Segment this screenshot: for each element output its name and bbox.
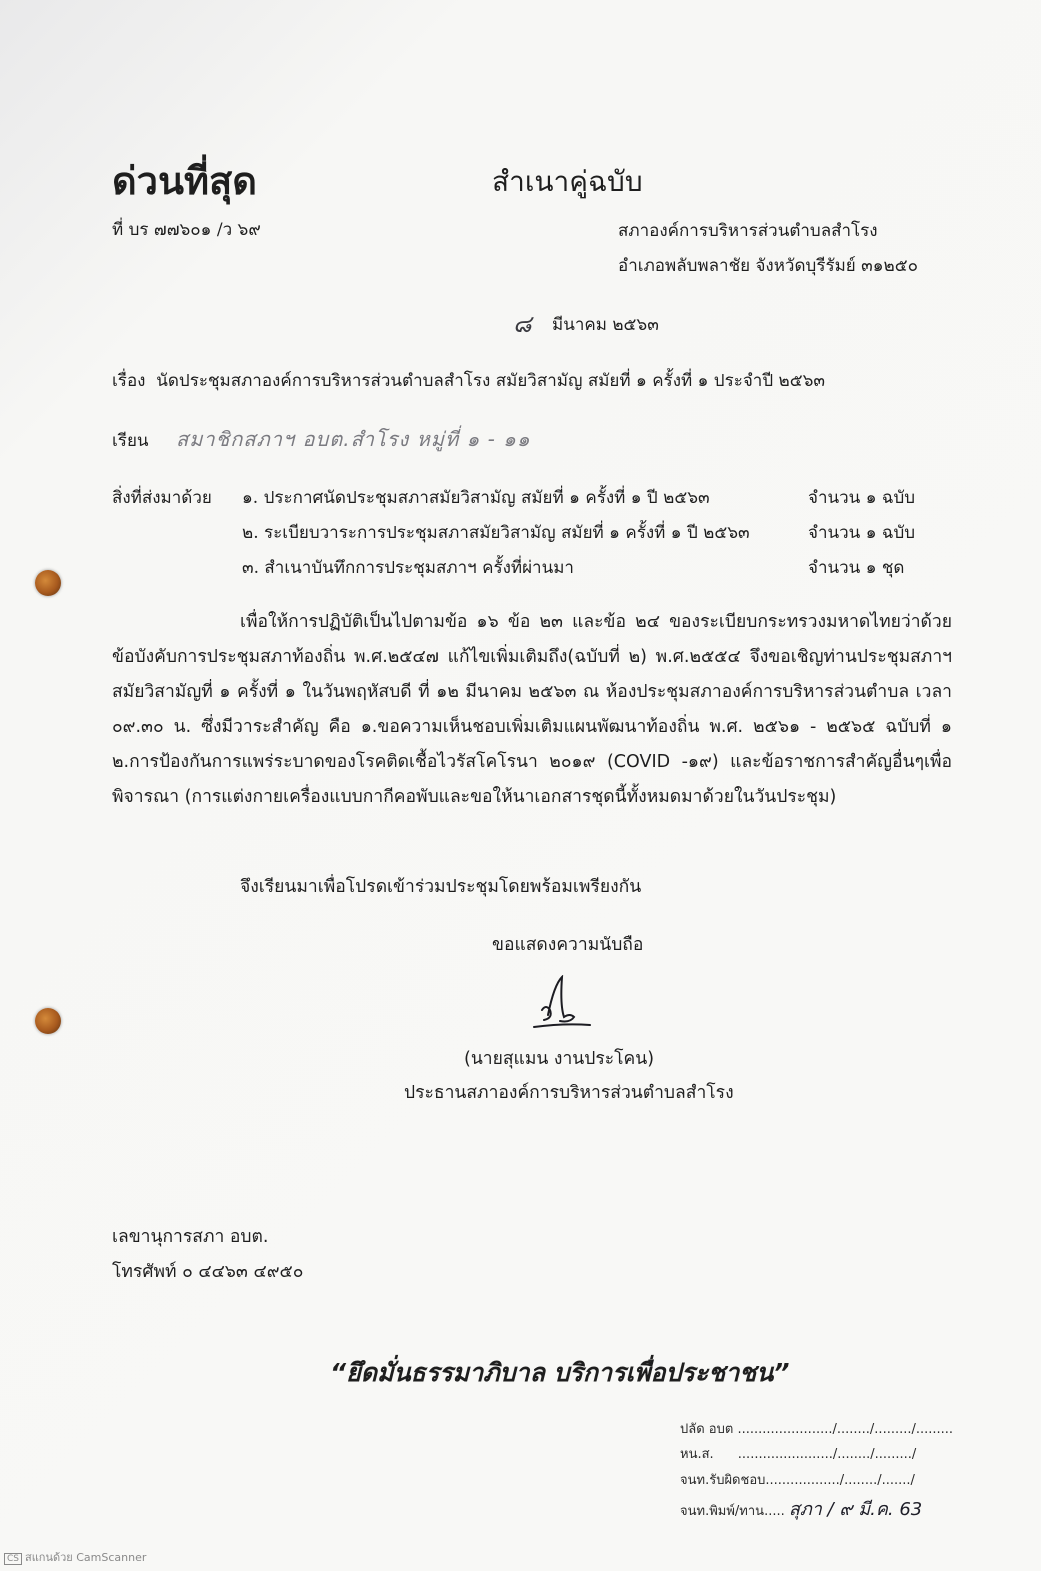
- date-day: ๘: [513, 310, 532, 338]
- scanner-watermark: [4, 1548, 146, 1566]
- attachment-item: ๓. สำเนาบันทึกการประชุมสภาฯ ครั้งที่ผ่านมา: [242, 558, 574, 578]
- body-paragraph: เพื่อให้การปฏิบัติเป็นไปตามข้อ ๑๖ ข้อ ๒๓ และข้อ ๒๔ ของระเบียบกระทรวงมหาดไทยว่าด้วยข้อบังคับการประชุมสภาท้องถิ่น พ.ศ.๒๕๔๗ แก้ไขเพิ่มเติมถึง(ฉบับที่ ๒) พ.ศ.๒๕๕๔ จึงขอเชิญท่านประชุมสภาฯ สมัยวิสามัญที่ ๑ ครั้งที่ ๑ ในวันพฤหัสบดี ที่ ๑๒ มีนาคม ๒๕๖๓ ณ ห้องประชุมสภาองค์การบริหารส่วนตำบล เวลา ๐๙.๓๐ น. ซึ่งมีวาระสำคัญ คือ ๑.ขอความเห็นชอบเพิ่มเติมแผนพัฒนาท้องถิ่น พ.ศ. ๒๕๖๑ - ๒๕๖๕ ฉบับที่ ๑ ๒.การป้องกันการแพร่ระบาดของโรคติดเชื้อไวรัสโคโรนา ๒๐๑๙ (COVID -๑๙) และข้อราชการสำคัญอื่นๆเพื่อพิจารณา (การแต่งกายเครื่องแบบกากีคอพับและขอให้นาเอกสารชุดนี้ทั้งหมดมาด้วยในวันประชุม): [112, 612, 952, 807]
- agency-name: สภาองค์การบริหารส่วนตำบลสำโรง: [618, 221, 878, 241]
- routing-handwritten: สุภา / ๙ มี.ค. 63: [788, 1499, 923, 1520]
- attachment-item: ๒. ระเบียบวาระการประชุมสภาสมัยวิสามัญ สมัยที่ ๑ ครั้งที่ ๑ ปี ๒๕๖๓: [242, 523, 750, 543]
- watermark-text: สแกนด้วย CamScanner: [25, 1551, 147, 1564]
- punch-hole-bottom: [35, 1008, 61, 1034]
- urgency-heading: ด่วนที่สุด: [112, 158, 257, 203]
- signer-name: (นายสุแมน งานประโคน): [464, 1049, 655, 1069]
- subject-text: นัดประชุมสภาองค์การบริหารส่วนตำบลสำโรง สมัยวิสามัญ สมัยที่ ๑ ครั้งที่ ๑ ประจำปี ๒๕๖๓: [156, 371, 826, 391]
- slogan: “ยึดมั่นธรรมาภิบาล บริการเพื่อประชาชน”: [330, 1358, 790, 1387]
- attachment-item: ๑. ประกาศนัดประชุมสภาสมัยวิสามัญ สมัยที่ ๑ ครั้งที่ ๑ ปี ๒๕๖๓: [242, 488, 710, 508]
- routing-label: จนท.พิมพ์/ทาน: [680, 1504, 765, 1519]
- routing-row: [680, 1418, 953, 1439]
- routing-dots: ......................./......../........./: [737, 1447, 917, 1462]
- routing-row: [680, 1494, 922, 1523]
- routing-dots: .....: [764, 1504, 785, 1519]
- subject-line: [112, 367, 825, 394]
- subject-label: เรื่อง: [112, 371, 146, 391]
- document-number: ที่ บร ๗๗๖๐๑ /ว ๖๙: [112, 220, 261, 240]
- signer-title: ประธานสภาองค์การบริหารส่วนตำบลสำโรง: [404, 1083, 734, 1103]
- attachments-label: สิ่งที่ส่งมาด้วย: [112, 488, 212, 508]
- closing-line: จึงเรียนมาเพื่อโปรดเข้าร่วมประชุมโดยพร้อมเพรียงกัน: [240, 877, 642, 897]
- attachment-quantity: จำนวน ๑ ฉบับ: [808, 523, 916, 543]
- contact-office: เลขานุการสภา อบต.: [112, 1227, 269, 1247]
- copy-title: สำเนาคู่ฉบับ: [492, 165, 643, 198]
- routing-label: หน.ส.: [680, 1447, 714, 1462]
- punch-hole-top: [35, 570, 61, 596]
- recipient-value: สมาชิกสภาฯ อบต.สำโรง หมู่ที่ ๑ - ๑๑: [176, 427, 531, 451]
- attachment-quantity: จำนวน ๑ ชุด: [808, 558, 905, 578]
- regards-line: ขอแสดงความนับถือ: [492, 935, 644, 955]
- date-month-year: มีนาคม ๒๕๖๓: [552, 315, 659, 335]
- routing-label: ปลัด อบต: [680, 1422, 734, 1437]
- routing-dots: ......................./......../........./.........: [737, 1422, 954, 1437]
- signature-mark: [512, 975, 592, 1035]
- agency-address: อำเภอพลับพลาชัย จังหวัดบุรีรัมย์ ๓๑๒๕๐: [618, 256, 919, 276]
- routing-label: จนท.รับผิดชอบ: [680, 1473, 766, 1488]
- routing-row: [680, 1469, 915, 1490]
- camscanner-logo: CS: [4, 1553, 22, 1565]
- contact-phone: โทรศัพท์ ๐ ๔๔๖๓ ๔๙๕๐: [112, 1262, 304, 1282]
- routing-dots: ................../......../......./: [765, 1473, 915, 1488]
- recipient-label: เรียน: [112, 431, 149, 451]
- attachment-quantity: จำนวน ๑ ฉบับ: [808, 488, 916, 508]
- routing-row: [680, 1443, 916, 1464]
